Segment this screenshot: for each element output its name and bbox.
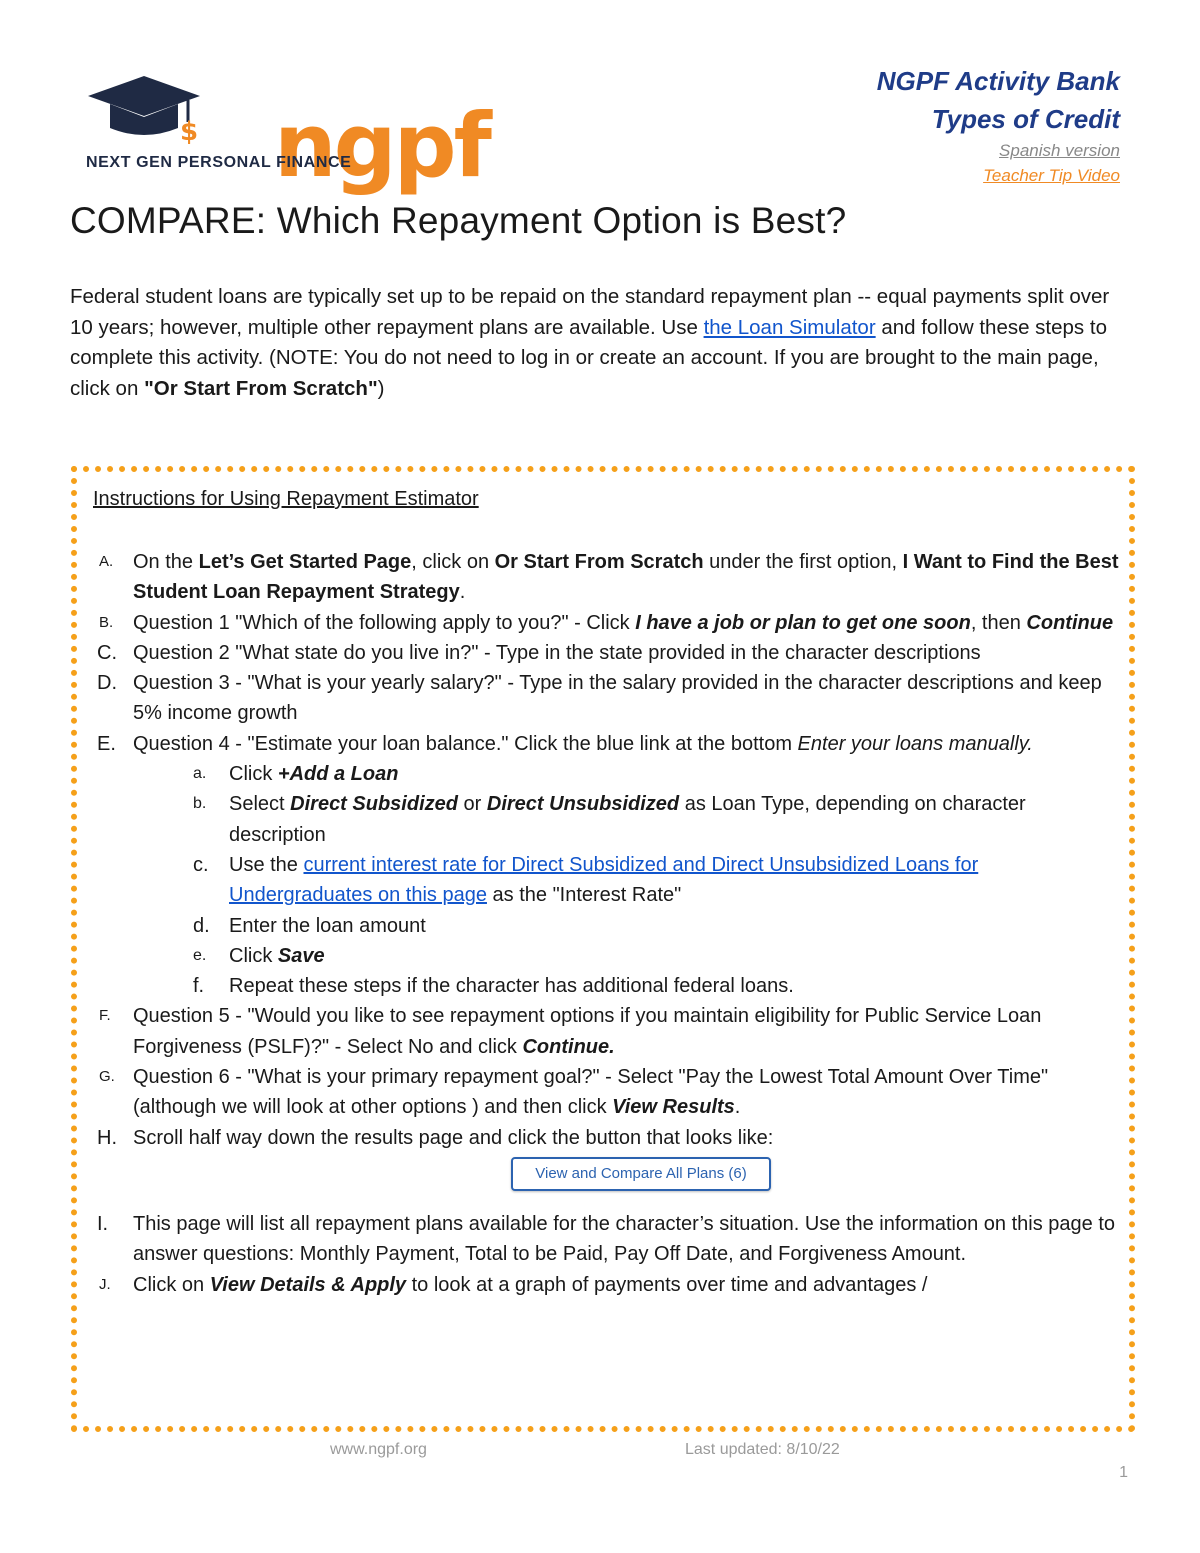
svg-text:$: $ xyxy=(180,117,199,147)
step-d: D. Question 3 - "What is your yearly salary?" - Type in the salary provided in the character descriptions and keep 5% income growth xyxy=(97,672,1102,725)
header-topic: Types of Credit xyxy=(931,104,1120,134)
teacher-tip-video-link[interactable]: Teacher Tip Video xyxy=(983,166,1120,185)
loan-simulator-link[interactable]: the Loan Simulator xyxy=(703,315,876,339)
step-h: H. Scroll half way down the results page and click the button that looks like: xyxy=(97,1126,774,1149)
intro-paragraph: Federal student loans are typically set up to be repaid on the standard repayment plan -- equal payments split over 10 years; however, multiple other repayment plans are available. Use the Loan Simulator and follow these steps to complete this activity. (NOTE: You do not need to log in or create an account. If you are brought to the main page, click on "Or Start From Scratch") xyxy=(70,285,1110,400)
logo-subtitle: NEXT GEN PERSONAL FINANCE xyxy=(86,154,352,171)
instruction-list xyxy=(93,547,1123,1300)
footer-last-updated: Last updated: 8/10/22 xyxy=(685,1441,840,1458)
step-e-a: a. Click +Add a Loan xyxy=(193,763,399,786)
instructions-title: Instructions for Using Repayment Estimator xyxy=(93,488,479,510)
spanish-version-link[interactable]: Spanish version xyxy=(999,141,1120,160)
logo-wordmark: ngpf xyxy=(274,94,489,197)
step-e-d: d. Enter the loan amount xyxy=(193,914,426,937)
step-f: F. Question 5 - "Would you like to see repayment options if you maintain eligibility for Public Service Loan Forgiveness (PSLF)?" - Select No and click Continue. xyxy=(99,1005,1042,1058)
step-e-b: b. Select Direct Subsidized or Direct Unsubsidized as Loan Type, depending on character description xyxy=(193,793,1026,846)
view-compare-all-plans-button[interactable]: View and Compare All Plans (6) xyxy=(511,1157,771,1191)
page-number: 1 xyxy=(1119,1464,1128,1481)
step-e-c: c. Use the current interest rate for Direct Subsidized and Direct Unsubsidized Loans for Undergraduates on this page as the "Interest Rate" xyxy=(193,853,979,907)
header-right xyxy=(877,62,1120,188)
step-a: A. On the Let’s Get Started Page, click on Or Start From Scratch under the first option, I Want to Find the Best Student Loan Repayment Strategy. xyxy=(99,551,1119,604)
step-e-f: f. Repeat these steps if the character has additional federal loans. xyxy=(193,975,794,998)
step-g: G. Question 6 - "What is your primary repayment goal?" - Select "Pay the Lowest Total Amount Over Time" (although we will look at other options ) and then click View Results. xyxy=(99,1066,1049,1119)
instructions-box xyxy=(71,466,1135,1432)
footer-website: www.ngpf.org xyxy=(330,1441,427,1458)
header-activity-bank: NGPF Activity Bank xyxy=(876,66,1120,96)
step-j: J. Click on View Details & Apply to look at a graph of payments over time and advantages / xyxy=(99,1273,928,1296)
graduation-cap-icon xyxy=(84,70,274,160)
step-c: C. Question 2 "What state do you live in?" - Type in the state provided in the character descriptions xyxy=(97,641,981,664)
step-i: I. This page will list all repayment plans available for the character’s situation. Use the information on this page to answer questions: Monthly Payment, Total to be Paid, Pay Off Date, and Forgiveness Amount. xyxy=(97,1212,1116,1266)
button-illustration xyxy=(93,1153,1123,1209)
step-e: E. Question 4 - "Estimate your loan balance." Click the blue link at the bottom Enter your loans manually. xyxy=(97,732,1033,755)
page-title: COMPARE: Which Repayment Option is Best? xyxy=(70,200,847,241)
step-b: B. Question 1 "Which of the following apply to you?" - Click I have a job or plan to get one soon, then Continue xyxy=(99,611,1114,634)
interest-rate-link[interactable]: current interest rate for Direct Subsidized and Direct Unsubsidized Loans for Undergraduates on this page xyxy=(229,853,979,907)
ngpf-logo xyxy=(84,62,489,197)
step-e-e: e. Click Save xyxy=(193,944,325,967)
